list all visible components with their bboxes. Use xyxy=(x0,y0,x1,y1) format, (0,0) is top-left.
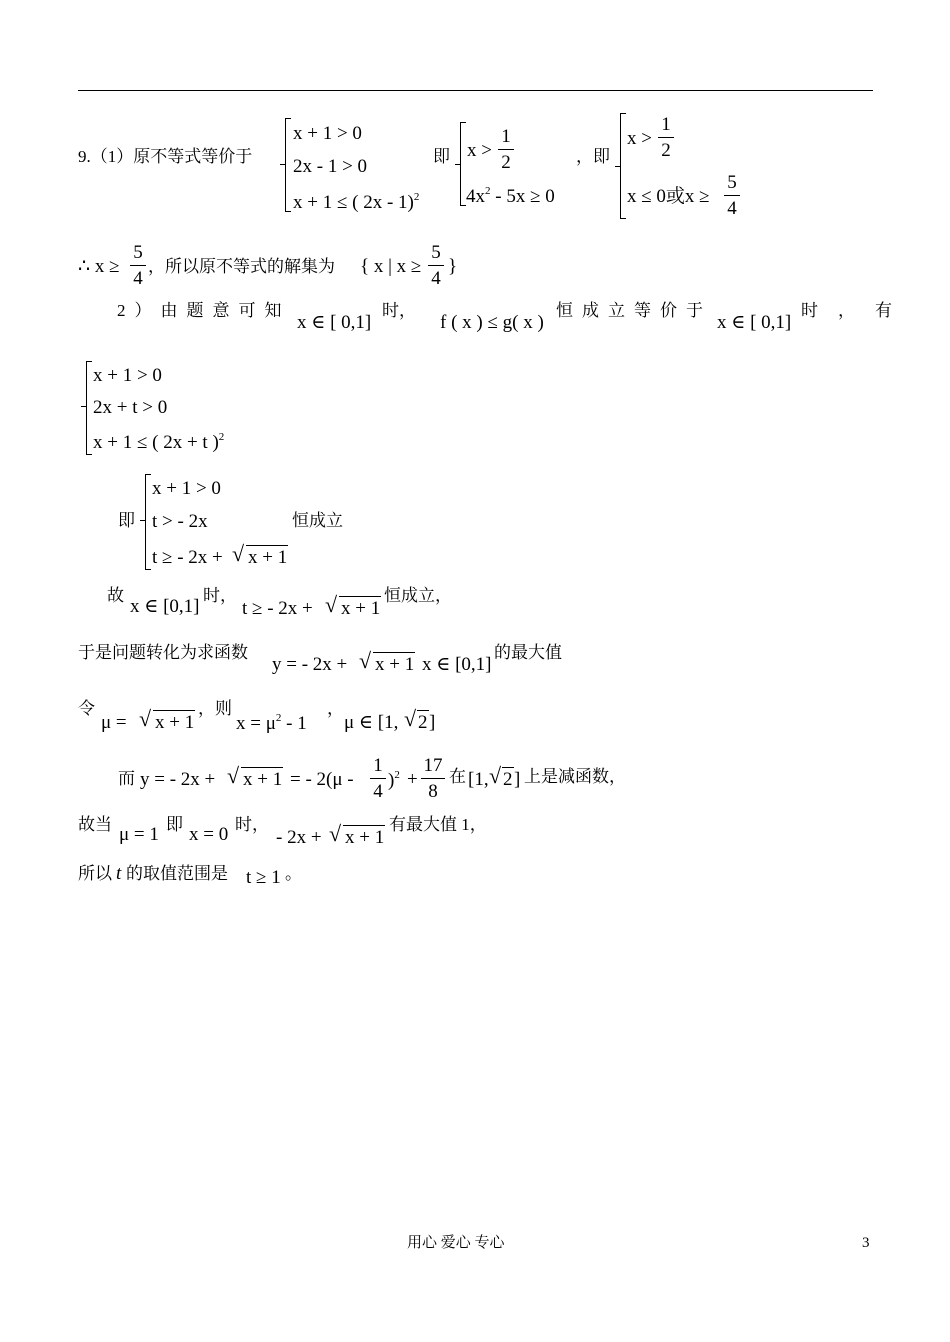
ji-1: 即 xyxy=(433,147,450,166)
problem-sqrt-arg: x + 1 xyxy=(375,654,415,675)
ling-lead: 令 xyxy=(78,699,95,718)
sqrt-sign-icon: √ xyxy=(404,706,417,731)
er-m1: y = - 2x + xyxy=(140,769,216,790)
gu-shi: 时， xyxy=(203,586,237,605)
sys5-sqrt-arg: x + 1 xyxy=(248,547,288,568)
sqrt-sign-icon: √ xyxy=(325,592,338,617)
ling-sqrt-arg: x + 1 xyxy=(155,712,195,733)
ling-ze: ，则 xyxy=(198,699,232,718)
p9-prefix: 9.（1）原不等式等价于 xyxy=(78,147,253,166)
gudang-lead: 故当 xyxy=(78,815,112,834)
problem-m2: x ∈ [0,1] xyxy=(422,654,492,675)
sys5-line3: t ≥ - 2x + xyxy=(152,547,223,568)
fraction-five-fourths-1: 5 4 xyxy=(724,173,740,218)
er-lead: 而 xyxy=(118,769,135,788)
er-interval-close: ] xyxy=(514,769,521,790)
brace-sys1 xyxy=(285,118,286,212)
ling-m3-close: ] xyxy=(429,712,436,733)
brace-sys5 xyxy=(145,474,146,570)
sys5-line1: x + 1 > 0 xyxy=(152,478,221,499)
fraction-five-fourths-3: 5 4 xyxy=(428,243,444,288)
brace-sys3 xyxy=(620,113,621,219)
p2-m3: x ∈ [ 0,1] xyxy=(717,312,792,333)
er-plus: + xyxy=(407,769,418,790)
gudang-ji: 即 xyxy=(166,815,183,834)
gu-m1: x ∈ [0,1] xyxy=(130,596,200,617)
p2-m1: x ∈ [ 0,1] xyxy=(297,312,372,333)
gudang-shi: 时， xyxy=(235,815,269,834)
header-rule xyxy=(78,90,873,91)
problem-m1: y = - 2x + xyxy=(272,654,348,675)
sys3-line1: x > xyxy=(627,128,652,149)
sqrt-sign-icon: √ xyxy=(227,763,240,788)
solution-set-close: } xyxy=(448,256,458,277)
fraction-seventeen-eighths: 17 8 xyxy=(421,756,445,801)
fraction-five-fourths-2: 5 4 xyxy=(130,243,146,288)
sys2-line2: $4x^2 - 5x \ge 0$ xyxy=(466,185,555,207)
sqrt-sign-icon: √ xyxy=(329,821,342,846)
fraction-one-fourth: 1 4 xyxy=(370,756,386,801)
ling-m2: $x = \mu^2 - 1$ xyxy=(236,712,307,734)
therefore-lead: ∴ x ≥ xyxy=(78,256,120,277)
p2-part2: 时， xyxy=(382,301,416,320)
er-zai: 在 xyxy=(449,767,466,786)
fraction-half-2: 1 2 xyxy=(658,115,674,160)
p2-part3: 恒成立等价于 xyxy=(556,301,712,320)
er-m2: = - 2(μ - xyxy=(290,769,354,790)
problem-text: 于是问题转化为求函数 xyxy=(78,643,248,662)
ling-m1: μ = xyxy=(101,712,127,733)
p2-part4: 时，有 xyxy=(801,301,912,320)
brace-sys4 xyxy=(86,361,87,455)
gudang-m1: μ = 1 xyxy=(119,824,159,845)
er-m3: )$^2$ xyxy=(388,769,400,791)
final-lead: 所以 xyxy=(78,864,112,883)
gu-suffix: 恒成立， xyxy=(384,586,452,605)
er-interval: [1, xyxy=(468,769,489,790)
p2-m2: f ( x ) ≤ g( x ) xyxy=(440,312,544,333)
ling-m3-sqrt: 2 xyxy=(418,712,428,733)
gu-sqrt-arg: x + 1 xyxy=(341,598,381,619)
sys4-line3: x + 1 ≤ ( 2x + t )$^2$ xyxy=(93,431,225,453)
ling-comma: ， xyxy=(327,699,344,718)
sqrt-sign-icon: √ xyxy=(489,763,502,788)
page-number: 3 xyxy=(862,1235,870,1251)
p2-part1: 2）由题意可知 xyxy=(117,301,291,320)
gudang-m2: x = 0 xyxy=(189,824,229,845)
sys1-line2: 2x - 1 > 0 xyxy=(293,156,368,177)
final-end: 。 xyxy=(285,864,302,883)
sys4-line1: x + 1 > 0 xyxy=(93,365,162,386)
gudang-suffix: 有最大值 1， xyxy=(389,815,487,834)
sqrt-sign-icon: √ xyxy=(359,648,372,673)
er-interval-sqrt: 2 xyxy=(503,769,513,790)
comma-ji: ，即 xyxy=(576,147,610,166)
problem-suffix: 的最大值 xyxy=(494,643,562,662)
er-suffix: 上是减函数， xyxy=(524,767,626,786)
final-t: t xyxy=(116,863,122,884)
ling-m3: μ ∈ [1, xyxy=(344,712,399,733)
footer-slogan: 用心 爱心 专心 xyxy=(407,1235,505,1251)
sys3-line2: x ≤ 0或x ≥ xyxy=(627,186,710,207)
sys4-line2: 2x + t > 0 xyxy=(93,397,168,418)
sys5-line2: t > - 2x xyxy=(152,511,208,532)
therefore-mid: ，所以原不等式的解集为 xyxy=(148,257,335,276)
sys5-suffix: 恒成立 xyxy=(292,511,343,530)
fraction-half-1: 1 2 xyxy=(498,127,514,172)
sys1-line1: x + 1 > 0 xyxy=(293,123,362,144)
solution-set-open: { x | x ≥ xyxy=(360,256,422,277)
gudang-m3: - 2x + xyxy=(276,827,322,848)
brace-sys2 xyxy=(460,122,461,206)
sys2-line1: x > xyxy=(467,140,492,161)
gu-lead: 故 xyxy=(107,586,124,605)
sqrt-sign-icon: √ xyxy=(139,706,152,731)
er-sqrt-arg: x + 1 xyxy=(243,769,283,790)
sys5-ji: 即 xyxy=(118,511,135,530)
final-mid: 的取值范围是 xyxy=(126,864,228,883)
sqrt-sign-icon: √ xyxy=(232,541,245,566)
sys1-line3: x + 1 ≤ ( 2x - 1)$^2$ xyxy=(293,191,420,213)
gu-m2: t ≥ - 2x + xyxy=(242,598,313,619)
final-m1: t ≥ 1 xyxy=(246,867,281,888)
gudang-sqrt-arg: x + 1 xyxy=(345,827,385,848)
